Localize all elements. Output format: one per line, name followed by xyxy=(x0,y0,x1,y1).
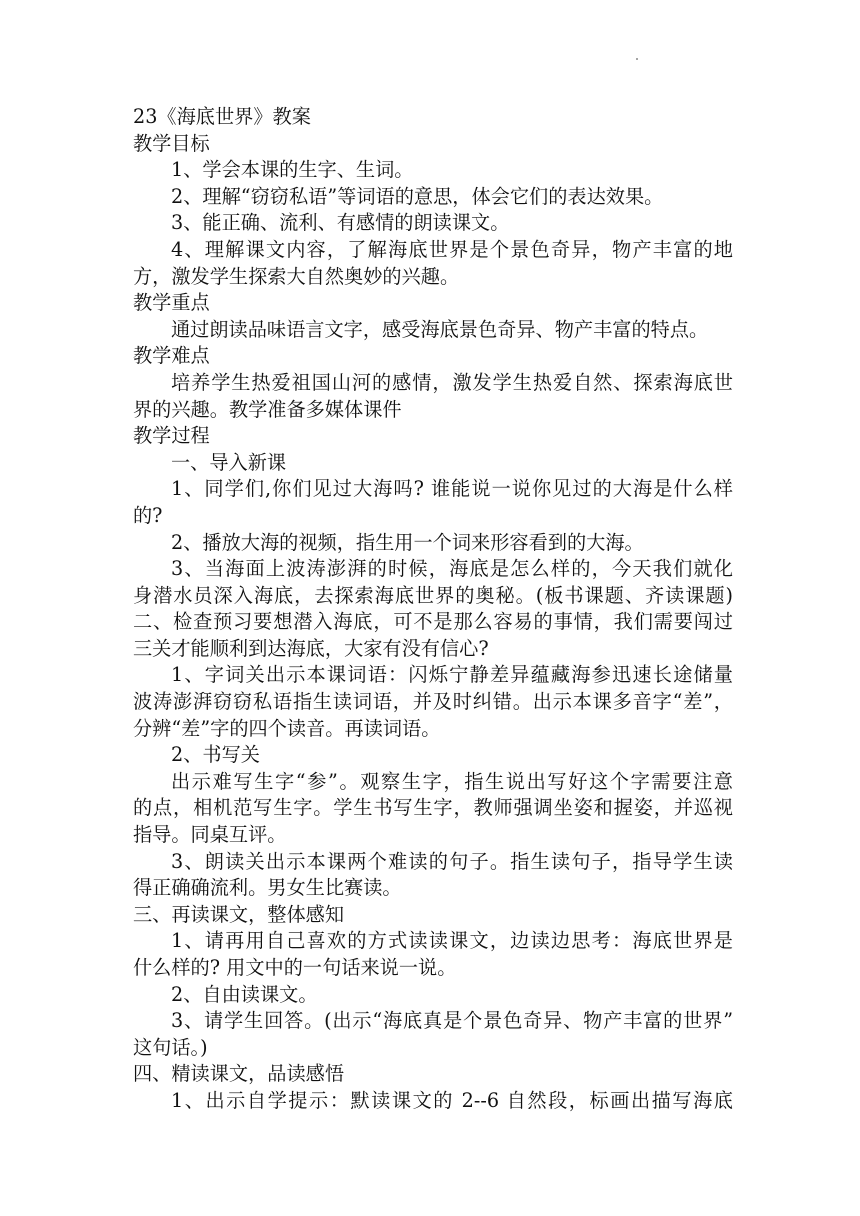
document-line: 3、朗读关出示本课两个难读的句子。指生读句子，指导学生读 xyxy=(171,849,733,873)
document-line: 身潜水员深入海底，去探索海底世界的奥秘。(板书课题、齐读课题) xyxy=(133,583,733,607)
document-line: 指导。同桌互评。 xyxy=(133,823,287,847)
document-line: 的点，相机范写生字。学生书写生字，教师强调坐姿和握姿，并巡视 xyxy=(133,796,733,820)
document-line: 二、检查预习要想潜入海底，可不是那么容易的事情，我们需要闯过 xyxy=(133,610,733,634)
document-line: 波涛澎湃窃窃私语指生读词语，并及时纠错。出示本课多音字“差”， xyxy=(133,690,733,714)
document-line: 什么样的? 用文中的一句话来说一说。 xyxy=(133,956,457,979)
document-line: 的? xyxy=(133,503,163,527)
document-line: 2、播放大海的视频，指生用一个词来形容看到的大海。 xyxy=(171,530,644,554)
document-line: 三、再读课文，整体感知 xyxy=(133,902,345,926)
document-line: 教学难点 xyxy=(133,344,210,368)
document-line: 界的兴趣。教学准备多媒体课件 xyxy=(133,397,402,421)
document-line: 1、学会本课的生字、生词。 xyxy=(171,158,414,182)
document-line: 出示难写生字“参”。观察生字，指生说出写好这个字需要注意 xyxy=(171,769,733,793)
document-line: 得正确确流利。男女生比赛读。 xyxy=(133,876,402,900)
document-line: 1、同学们,你们见过大海吗? 谁能说一说你见过的大海是什么样 xyxy=(171,477,733,501)
document-line: 2、理解“窃窃私语”等词语的意思，体会它们的表达效果。 xyxy=(171,184,664,208)
document-line: 1、请再用自己喜欢的方式读读课文，边读边思考：海底世界是 xyxy=(171,929,733,953)
document-line: 通过朗读品味语言文字，感受海底景色奇异、物产丰富的特点。 xyxy=(171,317,709,341)
document-line: 3、能正确、流利、有感情的朗读课文。 xyxy=(171,211,510,235)
document-line: 教学目标 xyxy=(133,131,210,155)
document-line: 教学过程 xyxy=(133,424,210,448)
document-line: 三关才能顺利到达海底，大家有没有信心? xyxy=(133,636,489,660)
document-body xyxy=(133,104,733,1115)
document-line: 23《海底世界》教案 xyxy=(133,105,311,128)
document-line: 3、当海面上波涛澎湃的时候，海底是怎么样的，今天我们就化 xyxy=(171,557,733,581)
document-line: 一、导入新课 xyxy=(171,450,287,474)
document-line: 四、精读课文，品读感悟 xyxy=(133,1062,345,1086)
document-line: 培养学生热爱祖国山河的感情，激发学生热爱自然、探索海底世 xyxy=(171,370,733,394)
page-marker-dot xyxy=(636,58,638,60)
document-line: 这句话。) xyxy=(133,1035,208,1059)
document-line: 分辨“差”字的四个读音。再读词语。 xyxy=(133,716,441,740)
document-line: 教学重点 xyxy=(133,291,210,315)
document-line: 方，激发学生探索大自然奥妙的兴趣。 xyxy=(133,264,460,288)
document-line: 3、请学生回答。(出示“海底真是个景色奇异、物产丰富的世界” xyxy=(171,1009,733,1033)
document-line: 2、书写关 xyxy=(171,743,260,767)
document-line: 4、理解课文内容，了解海底世界是个景色奇异，物产丰富的地 xyxy=(171,237,733,261)
document-line: 2、自由读课文。 xyxy=(171,982,318,1006)
document-line: 1、出示自学提示：默读课文的 2--6 自然段，标画出描写海底 xyxy=(171,1088,733,1112)
document-line: 1、字词关出示本课词语：闪烁宁静差异蕴藏海参迅速长途储量 xyxy=(171,663,733,687)
